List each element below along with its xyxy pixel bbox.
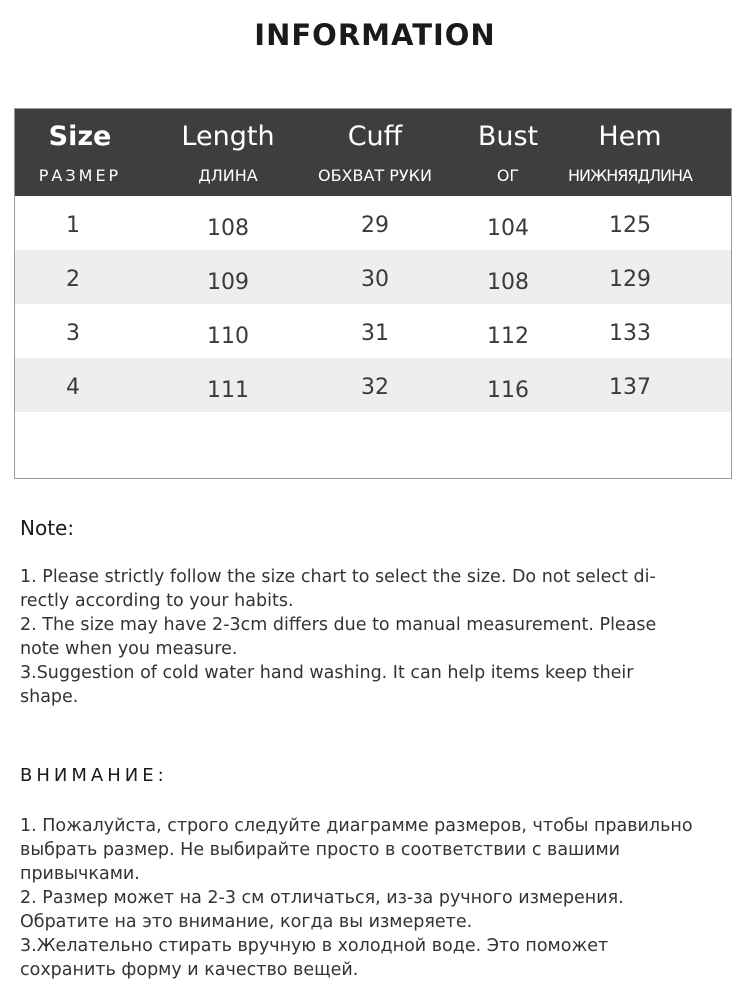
- note-line: выбрать размер. Не выбирайте просто в соответствии с вашими: [20, 840, 621, 860]
- page-title: INFORMATION: [254, 18, 496, 52]
- cell-size: 2: [66, 267, 80, 292]
- header-bust-en: Bust: [477, 121, 539, 152]
- cell-cuff: 32: [361, 375, 389, 400]
- table-row: [15, 304, 731, 358]
- header-hem-en: Hem: [598, 121, 662, 152]
- cell-hem: 133: [609, 321, 651, 346]
- header-bust-ru: ОГ: [496, 166, 520, 185]
- cell-length: 108: [207, 216, 249, 241]
- header-cuff-en: Cuff: [347, 121, 403, 152]
- note-text-en: [20, 565, 710, 709]
- table-header: [15, 109, 731, 196]
- header-size-en: Size: [48, 121, 112, 152]
- header-cuff: [300, 109, 450, 196]
- note-line: 2. Размер может на 2-3 см отличаться, из-за ручного измерения.: [20, 888, 624, 908]
- cell-bust: 104: [487, 216, 529, 241]
- note-line: 1. Пожалуйста, строго следуйте диаграмме размеров, чтобы правильно: [20, 816, 693, 836]
- cell-hem: 129: [609, 267, 651, 292]
- note-heading-en: Note:: [20, 516, 75, 540]
- cell-hem: 125: [609, 213, 651, 238]
- table-row: [15, 196, 731, 250]
- table-row: [15, 358, 731, 412]
- note-line: 3.Suggestion of cold water hand washing. It can help items keep their: [20, 663, 634, 683]
- note-line: 3.Желательно стирать вручную в холодной воде. Это поможет: [20, 936, 609, 956]
- note-line: note when you measure.: [20, 639, 238, 659]
- cell-hem: 137: [609, 375, 651, 400]
- note-text-ru: [20, 814, 710, 982]
- table-row: [15, 250, 731, 304]
- cell-size: 3: [66, 321, 80, 346]
- cell-size: 4: [66, 375, 80, 400]
- header-cuff-ru: ОБХВАТ РУКИ: [317, 166, 433, 185]
- cell-length: 111: [207, 378, 249, 403]
- header-length-ru: ДЛИНА: [198, 166, 258, 185]
- cell-length: 110: [207, 324, 249, 349]
- cell-length: 109: [207, 270, 249, 295]
- note-line: rectly according to your habits.: [20, 591, 294, 611]
- header-length-en: Length: [181, 121, 275, 152]
- note-line: привычками.: [20, 864, 140, 884]
- header-length: [163, 109, 293, 196]
- note-line: 1. Please strictly follow the size chart to select the size. Do not select di-: [20, 567, 656, 587]
- cell-size: 1: [66, 213, 80, 238]
- note-line: сохранить форму и качество вещей.: [20, 960, 359, 980]
- size-chart-table: [14, 108, 732, 479]
- header-size: [25, 109, 135, 196]
- note-heading-ru: ВНИМАНИЕ:: [20, 765, 168, 786]
- note-line: Обратите на это внимание, когда вы измеряете.: [20, 912, 473, 932]
- cell-cuff: 29: [361, 213, 389, 238]
- cell-cuff: 30: [361, 267, 389, 292]
- cell-bust: 112: [487, 324, 529, 349]
- header-hem: [560, 109, 700, 196]
- note-line: 2. The size may have 2-3cm differs due to manual measurement. Please: [20, 615, 657, 635]
- note-line: shape.: [20, 687, 79, 707]
- cell-cuff: 31: [361, 321, 389, 346]
- header-bust: [453, 109, 563, 196]
- cell-bust: 116: [487, 378, 529, 403]
- cell-bust: 108: [487, 270, 529, 295]
- header-hem-ru: НИЖНЯЯДЛИНА: [568, 166, 692, 185]
- header-size-ru: РАЗМЕР: [38, 166, 122, 185]
